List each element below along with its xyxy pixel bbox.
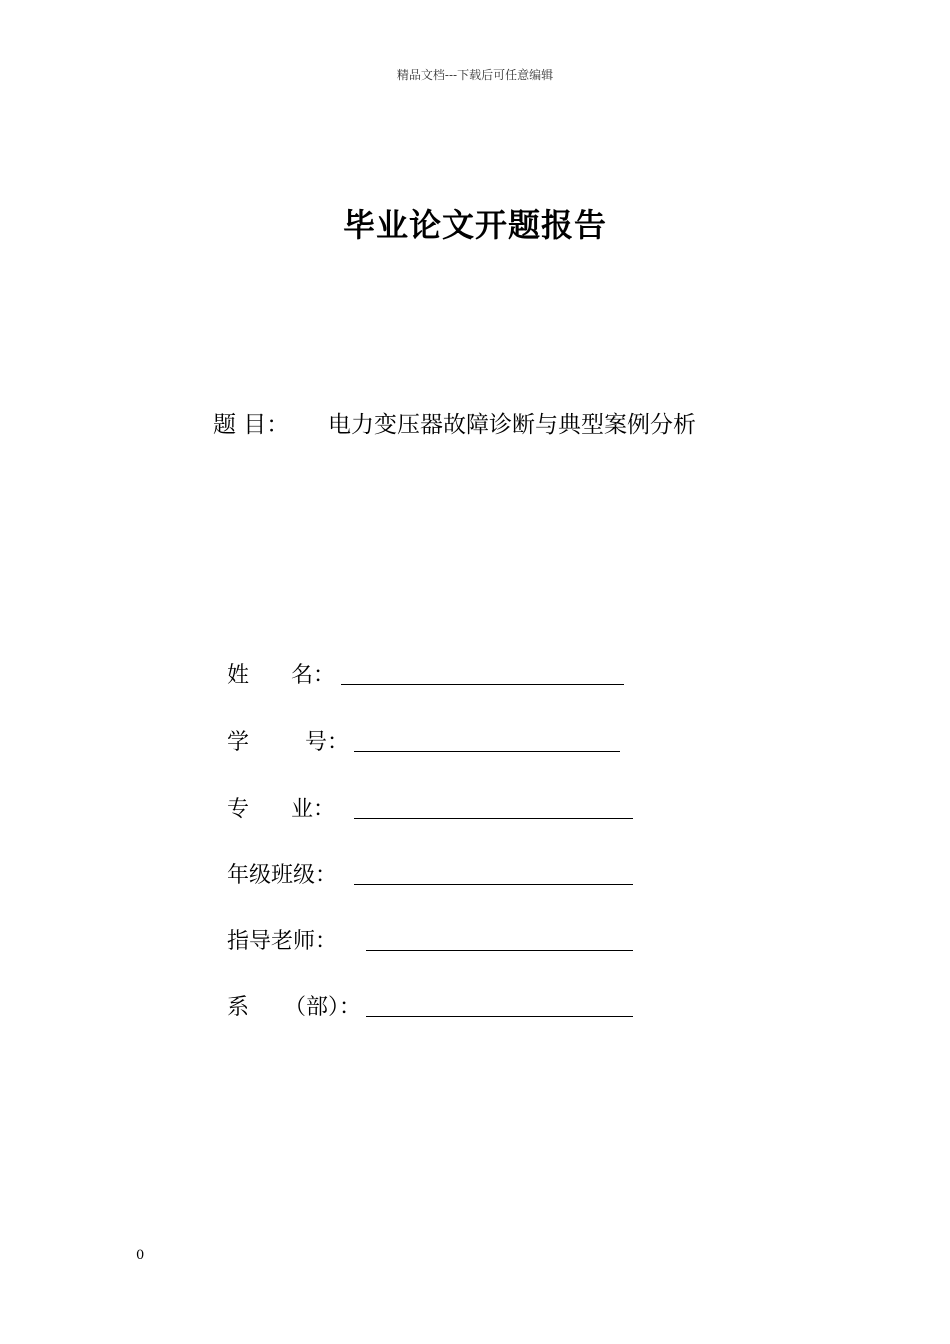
department-field-label: 系 （部）：: [227, 995, 361, 1020]
major-field-label: 专 业：: [227, 797, 335, 822]
class-field-label: 年级班级：: [227, 863, 338, 888]
header-watermark: 精品文档---下载后可任意编辑: [396, 68, 554, 82]
document-title: 毕业论文开题报告: [342, 206, 607, 244]
student-id-field-blank[interactable]: [354, 725, 620, 752]
advisor-field-blank[interactable]: [366, 924, 633, 951]
name-field-label: 姓 名：: [227, 663, 335, 688]
student-id-field-label: 学 号：: [227, 730, 349, 755]
class-field-blank[interactable]: [354, 858, 633, 885]
page-number: 0: [136, 1248, 145, 1263]
advisor-field-label: 指导老师：: [227, 929, 338, 954]
topic-value: 电力变压器故障诊断与典型案例分析: [328, 412, 696, 438]
department-field-blank[interactable]: [366, 990, 633, 1017]
major-field-blank[interactable]: [354, 792, 633, 819]
topic-label: 题 目：: [213, 412, 290, 438]
topic-line: [213, 406, 696, 439]
name-field-blank[interactable]: [341, 658, 624, 685]
